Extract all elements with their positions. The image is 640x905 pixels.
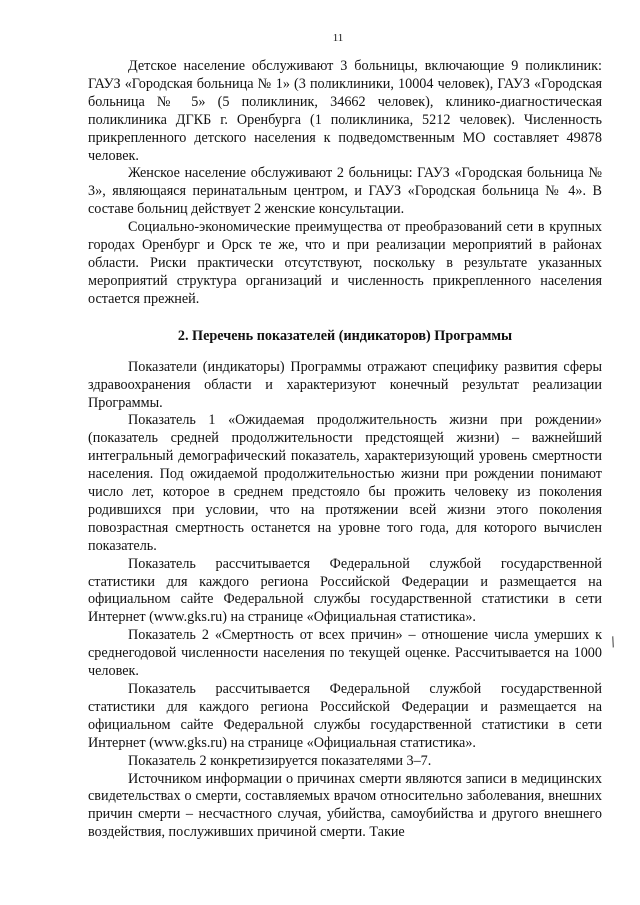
paragraph-indicator-2-detail: Показатель 2 конкретизируется показателями 3–7. [128,752,432,769]
paragraph-death-causes: Источником информации о причинах смерти являются записи в медицинских свидетельствах о смерти, составляемых врачом относительно заболевания, внешних причин смерти – несчастного случая, убийства, самоубийства и другого внешнего воздействия, послуживших причиной смерти. Такие [88,770,602,841]
paragraph-indicator-1: Показатель 1 «Ожидаемая продолжительность жизни при рождении» (показатель средней продолжительности предстоящей жизни) – важнейший интегральный демографический показатель, характеризующий уровень смертности населения. Под ожидаемой продолжительностью жизни при рождении понимают число лет, которое в среднем предстояло бы прожить человеку из поколения родившихся при условии, что на протяжении всей жизни этого поколения повозрастная смертность останется на уровне того года, для которого вычислен показатель. [88,412,602,554]
paragraph-indicator-2-source: Показатель рассчитывается Федеральной службой государственной статистики для каждого региона Российской Федерации и размещается на официальном сайте Федеральной службы государственной статистики в сети Интернет (www.gks.ru) на странице «Официальная статистика». [88,681,602,751]
paragraph-indicator-1-source: Показатель рассчитывается Федеральной службой государственной статистики для каждого региона Российской Федерации и размещается на официальном сайте Федеральной службы государственной статистики в сети Интернет (www.gks.ru) на странице «Официальная статистика». [88,555,602,626]
margin-pen-mark: / [608,634,618,651]
paragraph-socio-economic: Социально-экономические преимущества от преобразований сети в крупных городах Оренбург и Орск те же, что и при реализации мероприятий в районах области. Риски практически отсутствуют, поскольку в результате указанных мероприятий структура организаций и численность прикрепленного населения остается прежней. [88,219,602,307]
section-heading: 2. Перечень показателей (индикаторов) Программы [177,327,513,344]
paragraph-indicator-2: Показатель 2 «Смертность от всех причин» – отношение числа умерших к среднегодовой численности населения по текущей оценке. Рассчитывается на 1000 человек. [88,627,602,680]
paragraph-children-population: Детское население обслуживают 3 больницы, включающие 9 поликлиник: ГАУЗ «Городская больница № 1» (3 поликлиники, 10004 человек), ГАУЗ «Городская больница № 5» (5 поликлиник, 34662 человек), клинико-диагностическая поликлиника ДГКБ г. Оренбурга (1 поликлиника, 5212 человек). Численность прикрепленного детского населения к подведомственным МО составляет 49878 человек. [88,58,602,164]
page-number: 11 [332,32,344,44]
paragraph-women-population: Женское население обслуживают 2 больницы: ГАУЗ «Городская больница № 3», являющаяся перинатальным центром, и ГАУЗ «Городская больница № 4». В составе больниц действует 2 женские консультации. [88,165,602,218]
paragraph-indicators-intro: Показатели (индикаторы) Программы отражают специфику развития сферы здравоохранения области и характеризуют конечный результат реализации Программы. [88,358,602,411]
